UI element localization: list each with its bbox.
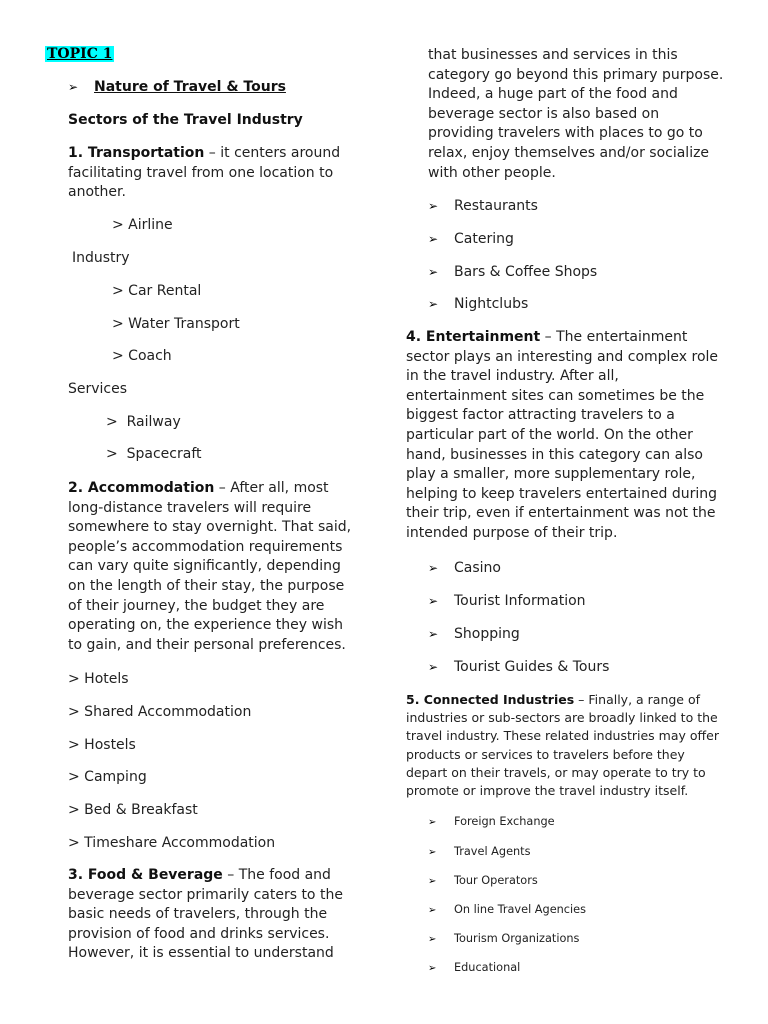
list-item: Services [68,381,128,397]
transportation-body: it centers around facilitating travel from one location to another. [68,145,341,201]
list-item-label: Tour Operators [454,874,538,887]
list-item: > Hostels [68,737,136,753]
arrow-bullet-icon: ➢ [428,561,439,575]
list-item: > Camping [68,769,147,785]
list-item [428,958,520,979]
arrow-bullet-icon: ➢ [428,627,439,641]
list-item [428,263,597,283]
list-item [428,812,555,833]
list-item: > Timeshare Accommodation [68,835,276,851]
transportation-sep: – [204,145,221,161]
list-item [428,592,586,612]
list-item: > Water Transport [112,316,240,332]
connected-body: Finally, a range of industries or sub-sectors are broadly linked to the travel industry. These related industries may offer products or services to travelers before they depart on their travels, or may operate to try to promote or improve the travel industry itself. [406,692,719,799]
list-item-label: Tourism Organizations [454,932,580,945]
list-item-label: Tourist Guides & Tours [454,659,610,675]
list-item-label: Educational [454,961,521,974]
food-title: 3. Food & Beverage [68,867,223,883]
arrow-bullet-icon: ➢ [68,80,79,94]
list-item-label: Tourist Information [454,593,586,609]
entertainment-sep: – [540,329,557,345]
arrow-bullet-icon: ➢ [428,594,439,608]
list-item [428,900,586,921]
transportation-title: 1. Transportation [68,145,205,161]
arrow-bullet-icon: ➢ [428,660,439,674]
accommodation-paragraph [68,479,360,655]
list-item [428,559,501,579]
list-item-label: Catering [454,231,514,247]
connected-paragraph [406,691,728,800]
arrow-bullet-icon: ➢ [428,297,439,311]
entertainment-title: 4. Entertainment [406,329,541,345]
transportation-paragraph [68,144,360,203]
arrow-bullet-icon: ➢ [428,265,439,279]
arrow-bullet-icon: ➢ [428,199,439,213]
topic-label-line [45,45,114,65]
accommodation-title: 2. Accommodation [68,480,215,496]
list-item: Industry [72,250,130,266]
accommodation-sep: – [214,480,231,496]
list-item [428,625,520,645]
list-item: > Bed & Breakfast [68,802,198,818]
list-item-label: Shopping [454,626,520,642]
list-item: > Car Rental [112,283,202,299]
food-sep: – [222,867,239,883]
arrow-bullet-icon: ➢ [428,934,437,945]
list-item: > Hotels [68,671,129,687]
arrow-bullet-icon: ➢ [428,847,437,858]
food-paragraph [68,866,360,964]
list-item: > Spacecraft [106,446,202,462]
list-item-label: Casino [454,560,501,576]
list-item [428,842,531,863]
list-item [428,230,514,250]
food-body: The food and beverage sector primarily caters to the basic needs of travelers, through the provision of food and drinks services. However, it is essential to understand [68,867,343,962]
list-item [428,197,538,217]
list-item-label: Foreign Exchange [454,815,555,828]
arrow-bullet-icon: ➢ [428,876,437,887]
arrow-bullet-icon: ➢ [428,817,437,828]
list-item [428,658,609,678]
list-item: > Shared Accommodation [68,704,252,720]
topic-label: TOPIC 1 [47,46,113,62]
subheading: Sectors of the Travel Industry [68,112,303,128]
list-item: > Railway [106,414,181,430]
arrow-bullet-icon: ➢ [428,905,437,916]
accommodation-body: After all, most long-distance travelers will require somewhere to stay overnight. That said, people’s accommodation requirements can vary quite significantly, depending on the length of their stay, the purpose of their journey, the budget they are operating on, the experience they wish to gain, and their personal preferences. [68,480,352,653]
list-item [428,871,538,892]
list-item-label: Nightclubs [454,296,529,312]
connected-title: 5. Connected Industries [406,692,575,707]
entertainment-body: The entertainment sector plays an interesting and complex role in the travel industry. After all, entertainment sites can sometimes be the biggest factor attracting travelers to a particular part of the world. On the other hand, businesses in this category can also play a smaller, more supplementary role, helping to keep travelers entertained during their trip, even if entertainment was not the intended purpose of their trip. [406,329,719,541]
main-heading [68,78,286,98]
arrow-bullet-icon: ➢ [428,232,439,246]
list-item [428,929,579,950]
food-continued-paragraph: that businesses and services in this category go beyond this primary purpose. Indeed, a huge part of the food and beverage sector is also based on providing travelers with places to go to relax, enjoy themselves and/or socialize with other people. [428,47,724,181]
list-item-label: Travel Agents [454,845,531,858]
entertainment-paragraph [406,328,722,544]
list-item-label: On line Travel Agencies [454,903,586,916]
connected-sep: – [574,692,589,707]
heading-text: Nature of Travel & Tours [94,79,286,95]
list-item: > Coach [112,348,172,364]
list-item [428,295,528,315]
list-item-label: Restaurants [454,198,538,214]
arrow-bullet-icon: ➢ [428,963,437,974]
list-item-label: Bars & Coffee Shops [454,264,598,280]
list-item: > Airline [112,217,173,233]
